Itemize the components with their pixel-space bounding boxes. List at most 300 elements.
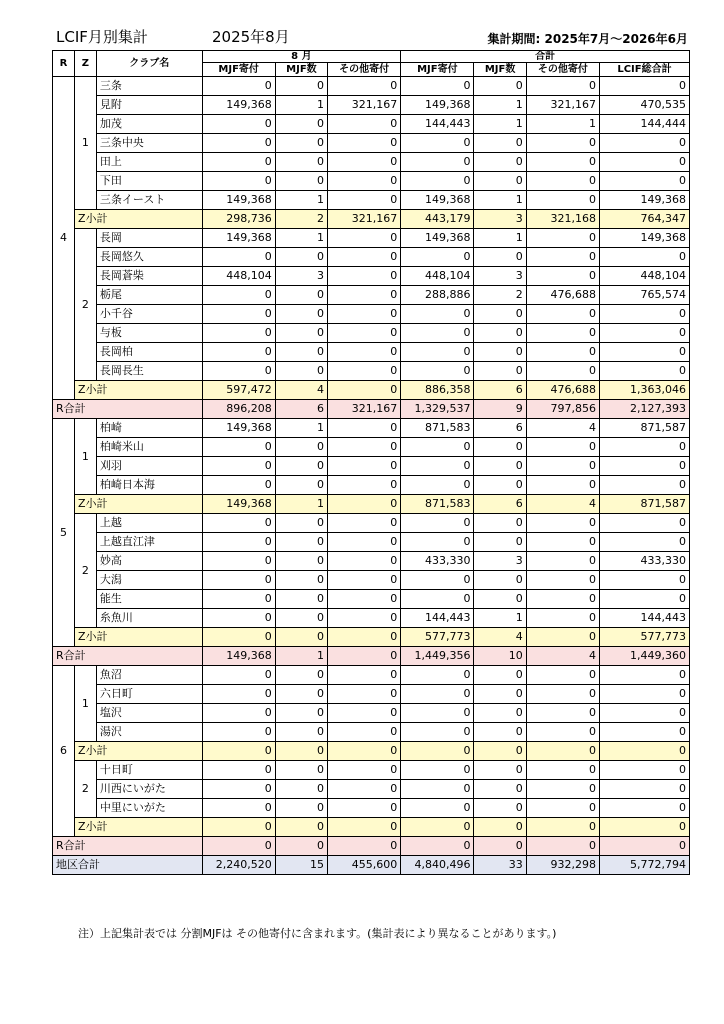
month-value-cell: 0	[328, 723, 401, 742]
total-value-cell: 0	[599, 533, 689, 552]
total-value-cell: 577,773	[401, 628, 474, 647]
zone-cell: 1	[74, 419, 96, 495]
region-total-row	[53, 837, 690, 856]
club-row	[53, 476, 690, 495]
total-value-cell: 0	[401, 77, 474, 96]
region-total-row	[53, 400, 690, 419]
month-value-cell: 321,167	[328, 210, 401, 229]
total-value-cell: 871,587	[599, 495, 689, 514]
total-value-cell: 0	[474, 780, 526, 799]
total-value-cell: 0	[599, 134, 689, 153]
club-name: 柏崎日本海	[96, 476, 202, 495]
header-lcif-grand-total: LCIF総合計	[599, 63, 689, 77]
club-row	[53, 457, 690, 476]
total-value-cell: 0	[401, 704, 474, 723]
month-value-cell: 0	[202, 172, 275, 191]
total-value-cell: 433,330	[599, 552, 689, 571]
month-value-cell: 0	[202, 514, 275, 533]
club-name: 大潟	[96, 571, 202, 590]
month-value-cell: 298,736	[202, 210, 275, 229]
total-value-cell: 765,574	[599, 286, 689, 305]
month-value-cell: 0	[275, 343, 327, 362]
month-value-cell: 1	[275, 96, 327, 115]
month-value-cell: 1	[275, 191, 327, 210]
month-value-cell: 0	[328, 305, 401, 324]
total-value-cell: 0	[474, 761, 526, 780]
total-value-cell: 443,179	[401, 210, 474, 229]
month-value-cell: 0	[328, 438, 401, 457]
month-value-cell: 0	[275, 799, 327, 818]
header-total-mjf-count: MJF数	[474, 63, 526, 77]
total-value-cell: 0	[526, 267, 599, 286]
total-value-cell: 0	[474, 343, 526, 362]
month-value-cell: 0	[202, 780, 275, 799]
month-value-cell: 0	[328, 609, 401, 628]
month-value-cell: 0	[275, 837, 327, 856]
total-value-cell: 0	[401, 153, 474, 172]
month-value-cell: 0	[328, 837, 401, 856]
month-value-cell: 0	[328, 77, 401, 96]
month-value-cell: 0	[202, 77, 275, 96]
month-value-cell: 0	[328, 267, 401, 286]
month-value-cell: 0	[202, 362, 275, 381]
total-value-cell: 0	[526, 476, 599, 495]
total-value-cell: 0	[401, 799, 474, 818]
month-value-cell: 0	[202, 571, 275, 590]
total-value-cell: 0	[526, 438, 599, 457]
total-value-cell: 0	[474, 324, 526, 343]
region-cell: 6	[53, 666, 75, 837]
total-value-cell: 0	[526, 799, 599, 818]
month-value-cell: 149,368	[202, 495, 275, 514]
header-z: Z	[74, 51, 96, 77]
month-value-cell: 0	[275, 476, 327, 495]
month-value-cell: 0	[202, 818, 275, 837]
total-value-cell: 6	[474, 495, 526, 514]
month-value-cell: 0	[202, 685, 275, 704]
total-value-cell: 0	[526, 609, 599, 628]
total-value-cell: 871,583	[401, 495, 474, 514]
club-name: 刈羽	[96, 457, 202, 476]
region-total-label: R合計	[53, 837, 203, 856]
total-value-cell: 33	[474, 856, 526, 875]
club-name: 糸魚川	[96, 609, 202, 628]
total-value-cell: 149,368	[599, 191, 689, 210]
club-name: 長岡悠久	[96, 248, 202, 267]
club-row	[53, 153, 690, 172]
month-value-cell: 0	[202, 305, 275, 324]
total-value-cell: 0	[401, 685, 474, 704]
month-value-cell: 0	[202, 666, 275, 685]
total-value-cell: 0	[474, 438, 526, 457]
total-value-cell: 0	[526, 666, 599, 685]
total-value-cell: 5,772,794	[599, 856, 689, 875]
month-value-cell: 0	[275, 305, 327, 324]
month-value-cell: 1	[275, 229, 327, 248]
total-value-cell: 0	[401, 723, 474, 742]
zone-subtotal-row	[53, 210, 690, 229]
total-value-cell: 0	[526, 780, 599, 799]
month-value-cell: 0	[275, 248, 327, 267]
total-value-cell: 0	[474, 666, 526, 685]
total-value-cell: 0	[526, 723, 599, 742]
month-value-cell: 0	[328, 286, 401, 305]
month-value-cell: 0	[328, 229, 401, 248]
total-value-cell: 0	[526, 533, 599, 552]
month-value-cell: 597,472	[202, 381, 275, 400]
region-total-label: R合計	[53, 647, 203, 666]
total-value-cell: 0	[474, 153, 526, 172]
total-value-cell: 321,167	[526, 96, 599, 115]
club-name: 長岡長生	[96, 362, 202, 381]
footnote: 注）上記集計表では 分割MJFは その他寄付に含まれます。(集計表により異なることがあります。)	[78, 927, 557, 940]
month-value-cell: 0	[275, 153, 327, 172]
total-value-cell: 0	[401, 666, 474, 685]
total-value-cell: 3	[474, 267, 526, 286]
zone-subtotal-label: Z小計	[74, 628, 202, 647]
club-name: 上越直江津	[96, 533, 202, 552]
month-value-cell: 0	[202, 438, 275, 457]
club-row	[53, 324, 690, 343]
club-name: 川西にいがた	[96, 780, 202, 799]
total-value-cell: 0	[599, 438, 689, 457]
total-value-cell: 0	[526, 761, 599, 780]
club-name: 塩沢	[96, 704, 202, 723]
club-row	[53, 438, 690, 457]
total-value-cell: 0	[599, 799, 689, 818]
month-value-cell: 0	[328, 685, 401, 704]
total-value-cell: 0	[526, 552, 599, 571]
month-value-cell: 2	[275, 210, 327, 229]
total-value-cell: 433,330	[401, 552, 474, 571]
month-value-cell: 0	[328, 799, 401, 818]
total-value-cell: 0	[599, 704, 689, 723]
table-body	[53, 77, 690, 875]
total-value-cell: 0	[599, 457, 689, 476]
month-value-cell: 0	[275, 286, 327, 305]
lcif-summary-table	[52, 50, 690, 875]
total-value-cell: 0	[401, 172, 474, 191]
club-name: 栃尾	[96, 286, 202, 305]
total-value-cell: 1	[474, 191, 526, 210]
month-value-cell: 0	[202, 609, 275, 628]
total-value-cell: 0	[599, 77, 689, 96]
total-value-cell: 0	[599, 248, 689, 267]
header-month-mjf-count: MJF数	[275, 63, 327, 77]
total-value-cell: 0	[474, 723, 526, 742]
month-value-cell: 0	[202, 343, 275, 362]
total-value-cell: 149,368	[599, 229, 689, 248]
club-row	[53, 590, 690, 609]
total-value-cell: 0	[401, 780, 474, 799]
club-name: 与板	[96, 324, 202, 343]
month-value-cell: 321,167	[328, 400, 401, 419]
month-value-cell: 0	[328, 153, 401, 172]
month-value-cell: 321,167	[328, 96, 401, 115]
total-value-cell: 476,688	[526, 381, 599, 400]
club-row	[53, 761, 690, 780]
month-value-cell: 0	[328, 533, 401, 552]
club-row	[53, 172, 690, 191]
month-value-cell: 0	[328, 818, 401, 837]
month-value-cell: 1	[275, 419, 327, 438]
total-value-cell: 0	[599, 818, 689, 837]
club-name: 三条	[96, 77, 202, 96]
club-name: 柏崎米山	[96, 438, 202, 457]
month-value-cell: 0	[328, 571, 401, 590]
month-value-cell: 0	[275, 77, 327, 96]
month-value-cell: 0	[275, 115, 327, 134]
club-row	[53, 552, 690, 571]
month-value-cell: 0	[202, 761, 275, 780]
club-row	[53, 571, 690, 590]
total-value-cell: 0	[599, 590, 689, 609]
zone-cell: 2	[74, 761, 96, 818]
club-name: 田上	[96, 153, 202, 172]
total-value-cell: 3	[474, 210, 526, 229]
total-value-cell: 764,347	[599, 210, 689, 229]
district-total-row	[53, 856, 690, 875]
total-value-cell: 0	[401, 742, 474, 761]
header-club: クラブ名	[96, 51, 202, 77]
club-row	[53, 229, 690, 248]
header-r: R	[53, 51, 75, 77]
month-value-cell: 0	[275, 628, 327, 647]
region-cell: 4	[53, 77, 75, 400]
club-name: 小千谷	[96, 305, 202, 324]
club-row	[53, 533, 690, 552]
month-value-cell: 0	[328, 324, 401, 343]
month-value-cell: 0	[328, 761, 401, 780]
month-value-cell: 0	[202, 837, 275, 856]
total-value-cell: 1	[474, 609, 526, 628]
total-value-cell: 288,886	[401, 286, 474, 305]
zone-subtotal-label: Z小計	[74, 742, 202, 761]
total-value-cell: 470,535	[599, 96, 689, 115]
club-row	[53, 305, 690, 324]
zone-subtotal-row	[53, 628, 690, 647]
month-value-cell: 455,600	[328, 856, 401, 875]
club-row	[53, 248, 690, 267]
month-value-cell: 1	[275, 647, 327, 666]
month-value-cell: 0	[202, 533, 275, 552]
month-value-cell: 15	[275, 856, 327, 875]
total-value-cell: 0	[401, 761, 474, 780]
month-value-cell: 149,368	[202, 419, 275, 438]
total-value-cell: 0	[599, 685, 689, 704]
header-total-other: その他寄付	[526, 63, 599, 77]
total-value-cell: 6	[474, 381, 526, 400]
total-value-cell: 0	[526, 362, 599, 381]
month-value-cell: 0	[275, 552, 327, 571]
zone-subtotal-label: Z小計	[74, 210, 202, 229]
month-value-cell: 0	[202, 248, 275, 267]
total-value-cell: 0	[526, 837, 599, 856]
total-value-cell: 0	[401, 457, 474, 476]
region-cell: 5	[53, 419, 75, 647]
month-value-cell: 0	[328, 495, 401, 514]
club-row	[53, 115, 690, 134]
club-row	[53, 723, 690, 742]
total-value-cell: 0	[599, 153, 689, 172]
total-value-cell: 10	[474, 647, 526, 666]
club-row	[53, 96, 690, 115]
month-value-cell: 149,368	[202, 647, 275, 666]
total-value-cell: 0	[526, 229, 599, 248]
club-name: 下田	[96, 172, 202, 191]
club-row	[53, 514, 690, 533]
total-value-cell: 1,363,046	[599, 381, 689, 400]
club-name: 三条イースト	[96, 191, 202, 210]
month-value-cell: 0	[275, 609, 327, 628]
total-value-cell: 0	[401, 590, 474, 609]
zone-cell: 2	[74, 229, 96, 381]
club-row	[53, 609, 690, 628]
total-value-cell: 0	[526, 134, 599, 153]
club-name: 三条中央	[96, 134, 202, 153]
total-value-cell: 0	[599, 514, 689, 533]
total-value-cell: 0	[526, 818, 599, 837]
total-value-cell: 448,104	[599, 267, 689, 286]
total-value-cell: 0	[474, 305, 526, 324]
month-value-cell: 0	[328, 457, 401, 476]
total-value-cell: 0	[474, 837, 526, 856]
total-value-cell: 0	[401, 343, 474, 362]
total-value-cell: 448,104	[401, 267, 474, 286]
total-value-cell: 0	[526, 324, 599, 343]
total-value-cell: 1	[474, 115, 526, 134]
total-value-cell: 0	[474, 77, 526, 96]
club-row	[53, 362, 690, 381]
total-value-cell: 0	[526, 77, 599, 96]
month-value-cell: 0	[275, 666, 327, 685]
total-value-cell: 0	[599, 362, 689, 381]
total-value-cell: 476,688	[526, 286, 599, 305]
header-group-month: 8 月	[202, 51, 401, 63]
club-name: 長岡	[96, 229, 202, 248]
month-value-cell: 0	[328, 514, 401, 533]
total-value-cell: 0	[599, 837, 689, 856]
total-value-cell: 149,368	[401, 229, 474, 248]
total-value-cell: 0	[401, 533, 474, 552]
total-value-cell: 0	[526, 248, 599, 267]
total-value-cell: 0	[474, 514, 526, 533]
total-value-cell: 0	[474, 476, 526, 495]
month-value-cell: 0	[275, 134, 327, 153]
club-row	[53, 799, 690, 818]
month-value-cell: 0	[275, 780, 327, 799]
month-value-cell: 0	[328, 248, 401, 267]
month-value-cell: 1	[275, 495, 327, 514]
month-value-cell: 2,240,520	[202, 856, 275, 875]
header-month-mjf-donation: MJF寄付	[202, 63, 275, 77]
zone-subtotal-row	[53, 381, 690, 400]
month-value-cell: 0	[328, 134, 401, 153]
zone-subtotal-label: Z小計	[74, 495, 202, 514]
month-value-cell: 0	[202, 153, 275, 172]
month-value-cell: 0	[202, 799, 275, 818]
month-value-cell: 448,104	[202, 267, 275, 286]
total-value-cell: 0	[599, 780, 689, 799]
club-name: 魚沼	[96, 666, 202, 685]
total-value-cell: 0	[474, 742, 526, 761]
zone-cell: 2	[74, 514, 96, 628]
club-name: 長岡蒼柴	[96, 267, 202, 286]
header-total-mjf-donation: MJF寄付	[401, 63, 474, 77]
zone-subtotal-label: Z小計	[74, 381, 202, 400]
total-value-cell: 0	[526, 590, 599, 609]
month-value-cell: 0	[275, 362, 327, 381]
total-value-cell: 1,449,356	[401, 647, 474, 666]
month-value-cell: 0	[202, 134, 275, 153]
total-value-cell: 1,449,360	[599, 647, 689, 666]
club-name: 湯沢	[96, 723, 202, 742]
month-value-cell: 0	[275, 514, 327, 533]
month-value-cell: 4	[275, 381, 327, 400]
total-value-cell: 0	[401, 476, 474, 495]
total-value-cell: 0	[526, 742, 599, 761]
total-value-cell: 0	[401, 134, 474, 153]
month-value-cell: 0	[275, 590, 327, 609]
total-value-cell: 9	[474, 400, 526, 419]
month-value-cell: 0	[275, 685, 327, 704]
total-value-cell: 932,298	[526, 856, 599, 875]
club-name: 長岡柏	[96, 343, 202, 362]
month-value-cell: 0	[202, 324, 275, 343]
total-value-cell: 1,329,537	[401, 400, 474, 419]
club-row	[53, 267, 690, 286]
club-row	[53, 343, 690, 362]
total-value-cell: 0	[474, 248, 526, 267]
month-value-cell: 0	[328, 552, 401, 571]
total-value-cell: 0	[474, 799, 526, 818]
total-value-cell: 144,444	[599, 115, 689, 134]
total-value-cell: 886,358	[401, 381, 474, 400]
total-value-cell: 577,773	[599, 628, 689, 647]
total-value-cell: 871,587	[599, 419, 689, 438]
total-value-cell: 144,443	[401, 609, 474, 628]
total-value-cell: 0	[599, 571, 689, 590]
total-value-cell: 0	[474, 590, 526, 609]
month-value-cell: 0	[202, 476, 275, 495]
total-value-cell: 0	[599, 742, 689, 761]
total-value-cell: 0	[401, 837, 474, 856]
month-value-cell: 0	[328, 704, 401, 723]
total-value-cell: 871,583	[401, 419, 474, 438]
report-title: LCIF月別集計	[56, 28, 148, 46]
month-value-cell: 0	[328, 172, 401, 191]
month-value-cell: 0	[275, 742, 327, 761]
club-row	[53, 704, 690, 723]
club-name: 中里にいがた	[96, 799, 202, 818]
total-value-cell: 4	[474, 628, 526, 647]
month-value-cell: 0	[202, 457, 275, 476]
total-value-cell: 0	[526, 704, 599, 723]
month-value-cell: 0	[275, 457, 327, 476]
month-value-cell: 0	[275, 533, 327, 552]
total-value-cell: 321,168	[526, 210, 599, 229]
total-value-cell: 0	[474, 134, 526, 153]
total-value-cell: 4	[526, 495, 599, 514]
zone-subtotal-label: Z小計	[74, 818, 202, 837]
total-value-cell: 0	[474, 571, 526, 590]
month-value-cell: 149,368	[202, 229, 275, 248]
total-value-cell: 0	[526, 172, 599, 191]
total-value-cell: 0	[474, 685, 526, 704]
month-value-cell: 0	[202, 628, 275, 647]
total-value-cell: 0	[401, 438, 474, 457]
total-value-cell: 0	[599, 723, 689, 742]
